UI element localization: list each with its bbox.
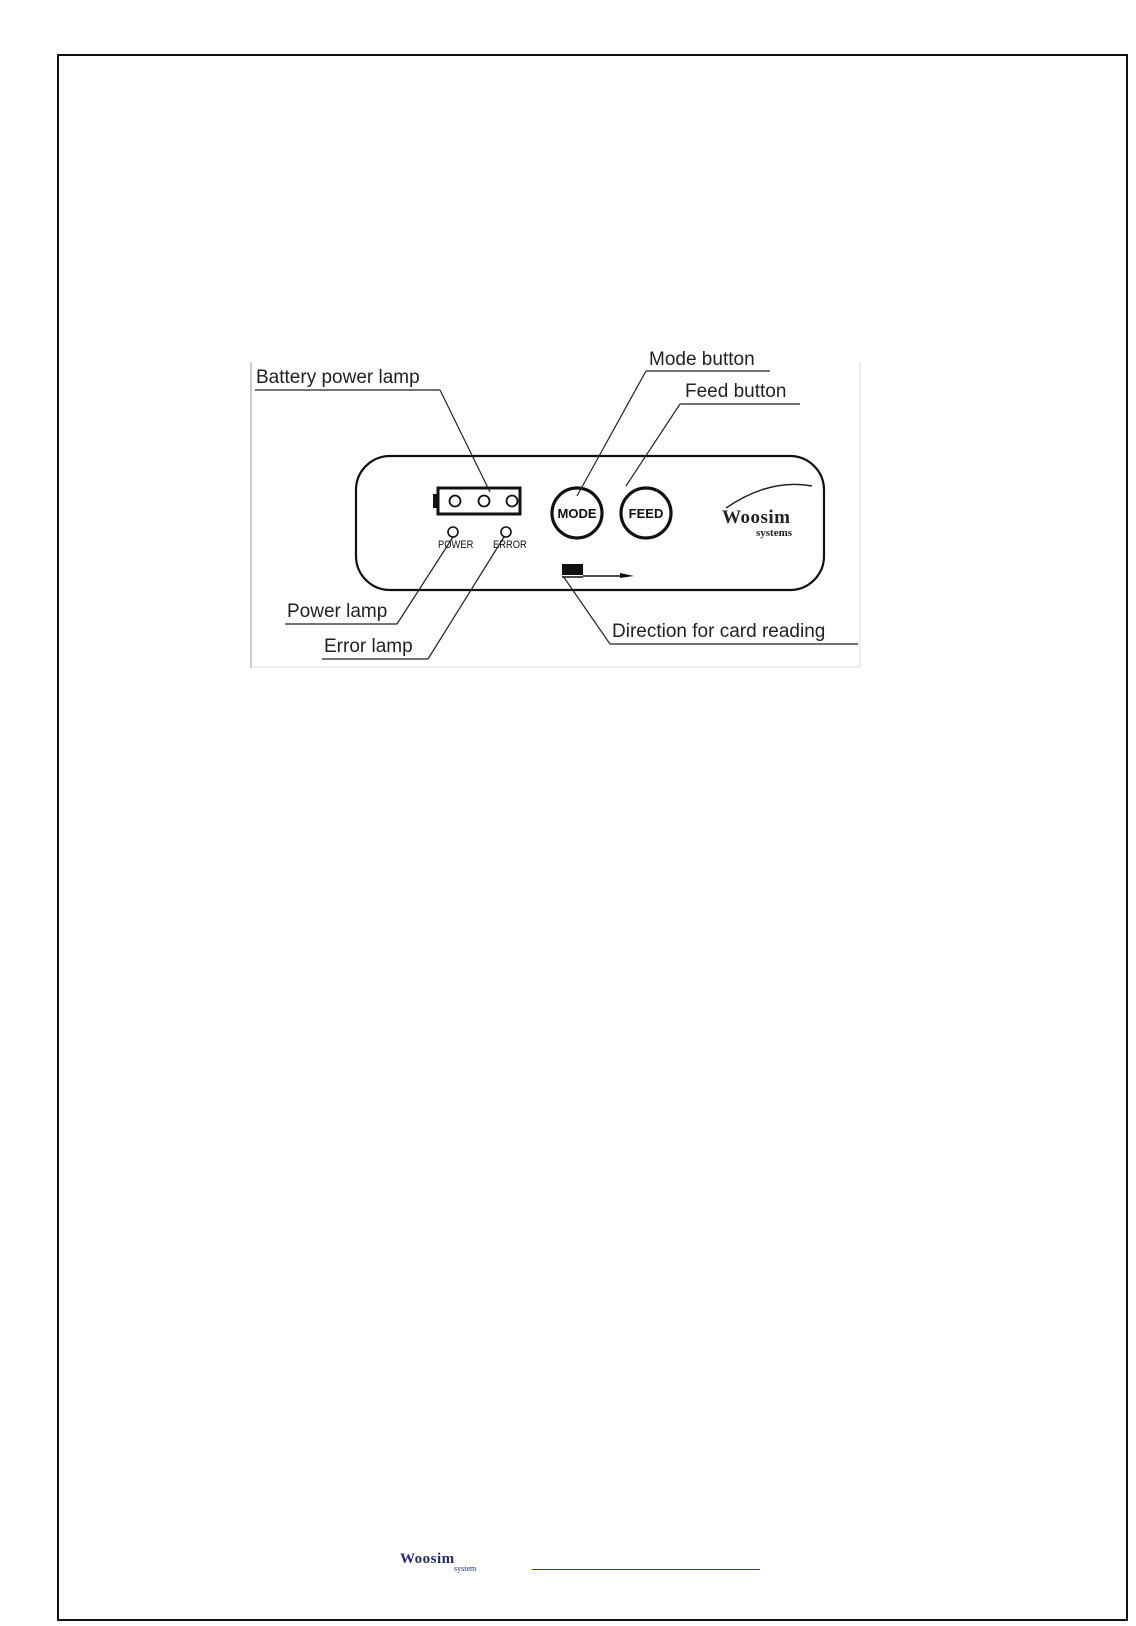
label-power-lamp: Power lamp [287, 601, 388, 622]
feed-button-text: FEED [628, 506, 664, 521]
error-lamp-led [501, 527, 511, 537]
power-lamp-led [448, 527, 458, 537]
error-lamp-text: ERROR [493, 539, 527, 551]
card-direction-arrowhead [620, 573, 634, 578]
footer-website-link[interactable] [532, 1553, 760, 1570]
callout-error-leader [428, 537, 504, 659]
callout-feed-leader [626, 404, 680, 486]
label-card-direction: Direction for card reading [612, 621, 826, 642]
logo-swoosh [726, 484, 812, 508]
battery-terminal [433, 494, 439, 508]
battery-lamp-3 [507, 496, 518, 507]
label-feed-button: Feed button [685, 381, 787, 402]
battery-lamp-1 [450, 496, 461, 507]
label-battery-power-lamp: Battery power lamp [256, 367, 420, 388]
page-frame [57, 54, 1128, 1621]
callout-mode-leader [577, 371, 646, 496]
label-error-lamp: Error lamp [324, 636, 413, 657]
panel-logo-woosim: Woosim [722, 507, 791, 528]
footer-logo-system: system [454, 1564, 477, 1573]
card-symbol [562, 564, 583, 575]
power-lamp-text: POWER [438, 539, 474, 551]
label-mode-button: Mode button [649, 349, 755, 370]
battery-lamp-2 [479, 496, 490, 507]
callout-battery-leader [440, 390, 490, 492]
panel-logo-systems: systems [756, 527, 793, 539]
footer-logo-woosim: Woosim [400, 1551, 455, 1567]
control-panel-diagram [250, 349, 862, 672]
footer-logo [400, 1552, 512, 1574]
callout-card-leader [563, 576, 610, 644]
mode-button-text: MODE [557, 506, 597, 521]
